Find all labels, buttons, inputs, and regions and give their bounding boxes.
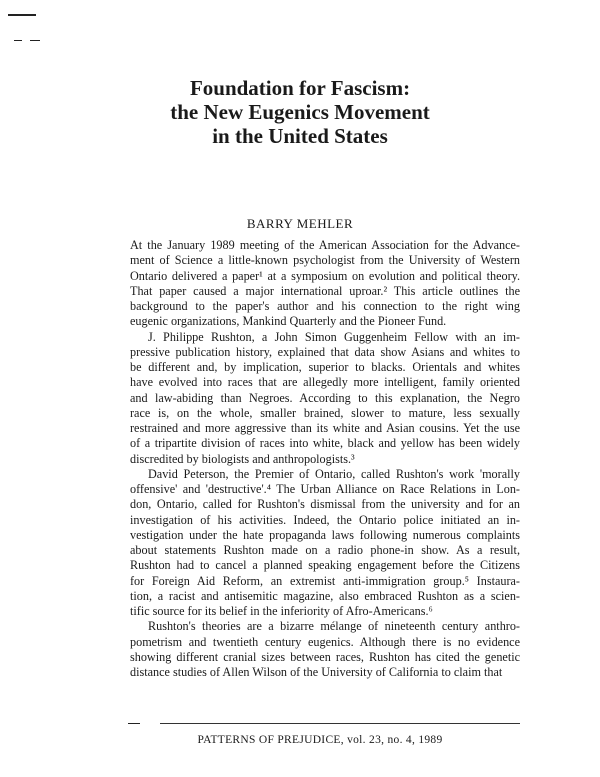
article-title <box>0 76 600 148</box>
text-line: for Foreign Aid Reform, an extremist anti-immigration group.⁵ Instaura- <box>130 573 520 588</box>
text-line: Ontario delivered a paper¹ at a symposium on evolution and political theory. <box>130 268 520 283</box>
scan-mark <box>30 40 40 41</box>
paragraph <box>130 330 520 467</box>
text-line: tific source for its belief in the inferiority of Afro-Americans.⁶ <box>130 604 433 618</box>
paragraph <box>130 467 520 620</box>
text-line: distance studies of Allen Wilson of the University of California to claim that <box>130 665 503 679</box>
text-line: pressive publication history, explained that data show Asians and whites to <box>130 344 520 359</box>
text-line: race is, on the whole, smaller brained, slower to mature, less sexually <box>130 405 520 420</box>
text-line: background to the paper's author and his connection to the right wing <box>130 299 520 313</box>
scan-mark <box>8 14 36 16</box>
text-line: vestigation under the hate propaganda laws following numerous complaints <box>130 527 520 542</box>
text-line: restrained and more aggressive than its white and Asian cousins. Yet the use <box>130 421 520 435</box>
text-line: ment of Science a little-known psychologist from the University of Western <box>130 253 520 268</box>
scan-mark <box>128 723 140 724</box>
text-line: David Peterson, the Premier of Ontario, called Rushton's work 'morally <box>148 466 520 481</box>
article-body <box>130 238 520 680</box>
title-line: Foundation for Fascism: <box>189 76 411 100</box>
scan-mark <box>14 40 22 41</box>
text-line: of a tripartite division of races into white, black and yellow has been widely <box>130 436 520 451</box>
text-line: don, Ontario, called for Rushton's dismissal from the university and for an <box>130 497 520 512</box>
text-line: offensive' and 'destructive'.⁴ The Urban Alliance on Race Relations in Lon- <box>130 482 520 496</box>
paragraph <box>130 619 520 680</box>
footer-rule <box>160 723 520 724</box>
text-line: tion, a racist and antisemitic magazine, also embraced Rushton as a scien- <box>130 588 520 603</box>
title-line: the New Eugenics Movement <box>170 100 430 124</box>
text-line: That paper caused a major international uproar.² This article outlines the <box>130 283 520 298</box>
title-line: in the United States <box>212 124 388 148</box>
text-line: At the January 1989 meeting of the American Association for the Advance- <box>130 238 520 252</box>
text-line: about statements Rushton made on a radio phone-in show. As a result, <box>130 543 520 557</box>
text-line: J. Philippe Rushton, a John Simon Guggenheim Fellow with an im- <box>148 329 520 344</box>
text-line: be different and, by implication, superior to blacks. Orientals and whites <box>130 360 520 374</box>
journal-footer: PATTERNS OF PREJUDICE, vol. 23, no. 4, 1989 <box>197 734 443 746</box>
paragraph <box>130 238 520 330</box>
text-line: and law-abiding than Negroes. According to this explanation, the Negro <box>130 390 520 405</box>
text-line: Rushton had to cancel a planned speaking engagement before the Citizens <box>130 558 520 573</box>
text-line: pometrism and twentieth century eugenics. Although there is no evidence <box>130 634 520 649</box>
text-line: discredited by biologists and anthropologists.³ <box>130 451 355 466</box>
text-line: have evolved into races that are allegedly more intelligent, family oriented <box>130 375 520 390</box>
text-line: showing different cranial sizes between races, Rushton has cited the genetic <box>130 649 520 664</box>
text-line: Rushton's theories are a bizarre mélange of nineteenth century anthro- <box>148 619 520 634</box>
author-name: BARRY MEHLER <box>246 216 354 231</box>
text-line: eugenic organizations, Mankind Quarterly and the Pioneer Fund. <box>130 314 447 329</box>
text-line: investigation of his activities. Indeed, the Ontario police initiated an in- <box>130 512 520 527</box>
